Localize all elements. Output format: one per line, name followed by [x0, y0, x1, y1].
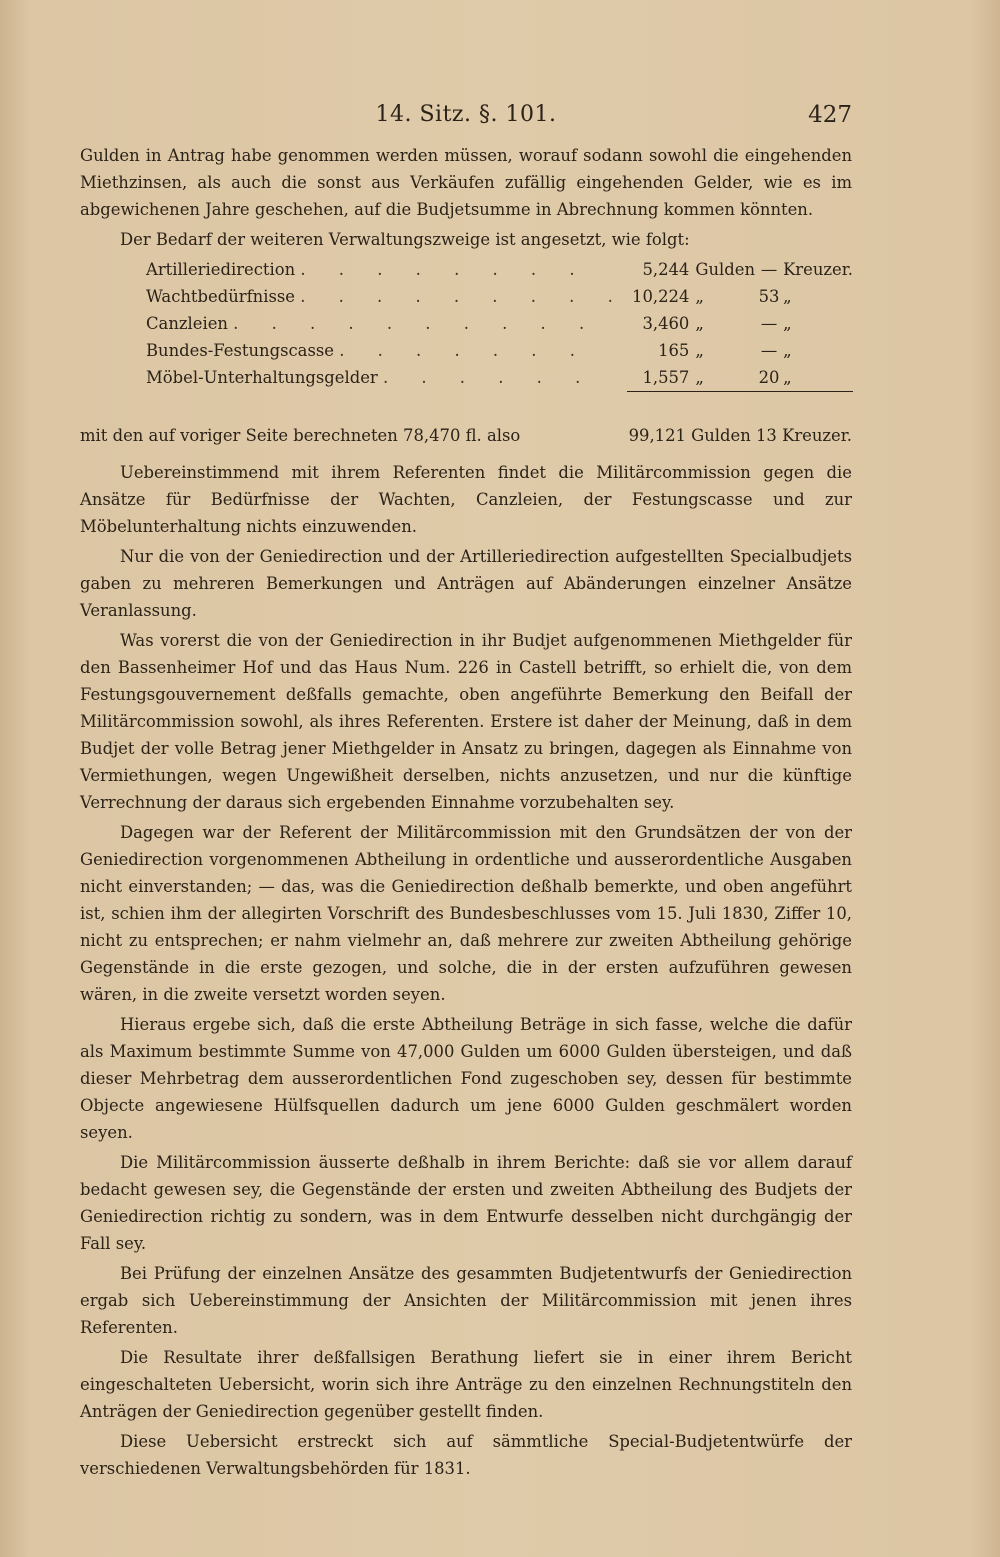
page-number: 427 — [808, 102, 852, 128]
budget-item-name: Bundes-Festungscasse — [146, 341, 334, 360]
leader-dots: . . . . . . . . — [300, 260, 589, 279]
budget-kreuzer-unit: „ — [783, 287, 792, 306]
body-paragraph: Nur die von der Geniedirection und der Artilleriedirection aufgestellten Specialbudjets gaben zu mehreren Bemerkungen und Anträgen auf Abänderungen einzelner Ansätze Veranlassung. — [80, 547, 852, 620]
budget-unit: Gulden — [695, 260, 756, 279]
section-heading: 14. Sitz. §. 101. — [375, 102, 557, 127]
budget-kreuzer: — — [760, 314, 778, 333]
body-paragraphs — [80, 459, 852, 1482]
body-paragraph: Uebereinstimmend mit ihrem Referenten findet die Militärcommission gegen die Ansätze für Bedürfnisse der Wachten, Canzleien, der Festungscasse und zur Möbelunterhaltung nichts einzuwenden. — [80, 463, 852, 536]
budget-kreuzer-unit: „ — [783, 368, 792, 387]
total-value: 99,121 Gulden 13 Kreuzer. — [628, 426, 852, 445]
budget-name-cell — [146, 283, 627, 310]
page-header — [80, 102, 852, 132]
body-paragraph: Die Resultate ihrer deßfallsigen Berathung liefert sie in einer ihrem Bericht eingeschalteten Uebersicht, worin sich ihre Anträge zu den einzelnen Rechnungstiteln den Anträgen der Geniedirection gegenüber gestellt finden. — [80, 1348, 852, 1421]
intro-paragraph: Gulden in Antrag habe genommen werden müssen, worauf sodann sowohl die eingehenden Miethzinsen, als auch die sonst aus Verkäufen zufällig eingehenden Gelder, wie es im abgewichenen Jahre geschehen, auf die Budjetsumme in Abrechnung kommen könnten. — [80, 146, 852, 219]
budget-amount: 165 — [658, 341, 690, 360]
body-paragraph: Bei Prüfung der einzelnen Ansätze des gesammten Budjetentwurfs der Geniedirection ergab sich Uebereinstimmung der Ansichten der Militärcommission mit jenen ihres Referenten. — [80, 1264, 852, 1337]
budget-kreuzer: 20 — [758, 368, 780, 387]
budget-kreuzer-unit: Kreuzer. — [783, 260, 853, 279]
budget-item-name: Canzleien — [146, 314, 228, 333]
budget-unit: „ — [695, 314, 704, 333]
budget-amount: 10,224 — [632, 287, 690, 306]
body-paragraph: Diese Uebersicht erstreckt sich auf sämmtliche Special-Budjetentwürfe der verschiedenen Verwaltungsbehörden für 1831. — [80, 1432, 852, 1478]
budget-name-cell — [146, 364, 627, 392]
budget-unit: „ — [695, 368, 704, 387]
budget-row — [146, 310, 853, 337]
budget-row — [146, 337, 853, 364]
budget-kreuzer-unit: „ — [783, 314, 792, 333]
total-label: mit den auf voriger Seite berechneten 78,470 fl. also — [80, 426, 521, 445]
budget-table — [146, 256, 853, 419]
budget-kreuzer: — — [760, 341, 778, 360]
budget-name-cell — [146, 310, 627, 337]
budget-amount: 1,557 — [642, 368, 690, 387]
budget-amount: 3,460 — [642, 314, 690, 333]
budget-kreuzer: — — [760, 260, 778, 279]
leader-dots: . . . . . . — [382, 368, 595, 388]
page-body — [80, 142, 852, 1485]
budget-name-cell — [146, 337, 627, 364]
budget-kreuzer: 53 — [758, 287, 780, 306]
leader-dots: . . . . . . . — [339, 341, 589, 360]
budget-unit: „ — [695, 341, 704, 360]
budget-item-name: Artilleriedirection — [146, 260, 296, 279]
budget-name-cell — [146, 256, 627, 283]
budget-kreuzer-unit: „ — [783, 341, 792, 360]
table-intro: Der Bedarf der weiteren Verwaltungszweige ist angesetzt, wie folgt: — [120, 230, 690, 249]
budget-item-name: Wachtbedürfnisse — [146, 287, 295, 306]
budget-row — [146, 364, 853, 392]
body-paragraph: Was vorerst die von der Geniedirection in ihr Budjet aufgenommenen Miethgelder für den Bassenheimer Hof und das Haus Num. 226 in Castell betrifft, so erhielt die, von dem Festungsgouvernement deßfalls gemachte, oben angeführte Bemerkung den Beifall der Militärcommission sowohl, als ihres Referenten. Erstere ist daher der Meinung, daß in dem Budjet der volle Betrag jener Miethgelder in Ansatz zu bringen, dagegen als Einnahme von Vermiethungen, wegen Ungewißheit derselben, nichts anzusetzen, und nur die künftige Verrechnung der daraus sich ergebenden Einnahme vorzubehalten sey. — [80, 631, 852, 812]
sum-rule — [146, 392, 853, 420]
budget-unit: „ — [695, 287, 704, 306]
budget-amount: 5,244 — [642, 260, 690, 279]
leader-dots: . . . . . . . . . — [300, 287, 627, 306]
body-paragraph: Die Militärcommission äusserte deßhalb in ihrem Berichte: daß sie vor allem darauf bedacht gewesen sey, die Gegenstände der ersten und zweiten Abtheilung des Budjets der Geniedirection richtig zu sondern, was in dem Entwurfe desselben nicht durchgängig der Fall sey. — [80, 1153, 852, 1253]
body-paragraph: Dagegen war der Referent der Militärcommission mit den Grundsätzen der von der Geniedirection vorgenommenen Abtheilung in ordentliche und ausserordentliche Ausgaben nicht einverstanden; — das, was die Geniedirection deßhalb bemerkte, und oben angeführt ist, schien ihm der allegirten Vorschrift des Bundesbeschlusses vom 15. Juli 1830, Ziffer 10, nicht zu entsprechen; er nahm vielmehr an, daß mehrere zur zweiten Abtheilung gehörige Gegenstände in die erste gezogen, und solche, die in der ersten aufzuführen gewesen wären, in die zweite versetzt worden seyen. — [80, 823, 852, 1004]
budget-total — [80, 421, 852, 451]
body-paragraph: Hieraus ergebe sich, daß die erste Abtheilung Beträge in sich fasse, welche die dafür als Maximum bestimmte Summe von 47,000 Gulden um 6000 Gulden übersteigen, und daß dieser Mehrbetrag dem ausserordentlichen Fond zugeschoben sey, dessen für bestimmte Objecte angewiesene Hülfsquellen dadurch um jene 6000 Gulden geschmälert worden seyen. — [80, 1015, 852, 1142]
leader-dots: . . . . . . . . . . — [233, 314, 599, 333]
budget-row — [146, 256, 853, 283]
budget-row — [146, 283, 853, 310]
budget-item-name: Möbel-Unterhaltungsgelder — [146, 368, 378, 388]
